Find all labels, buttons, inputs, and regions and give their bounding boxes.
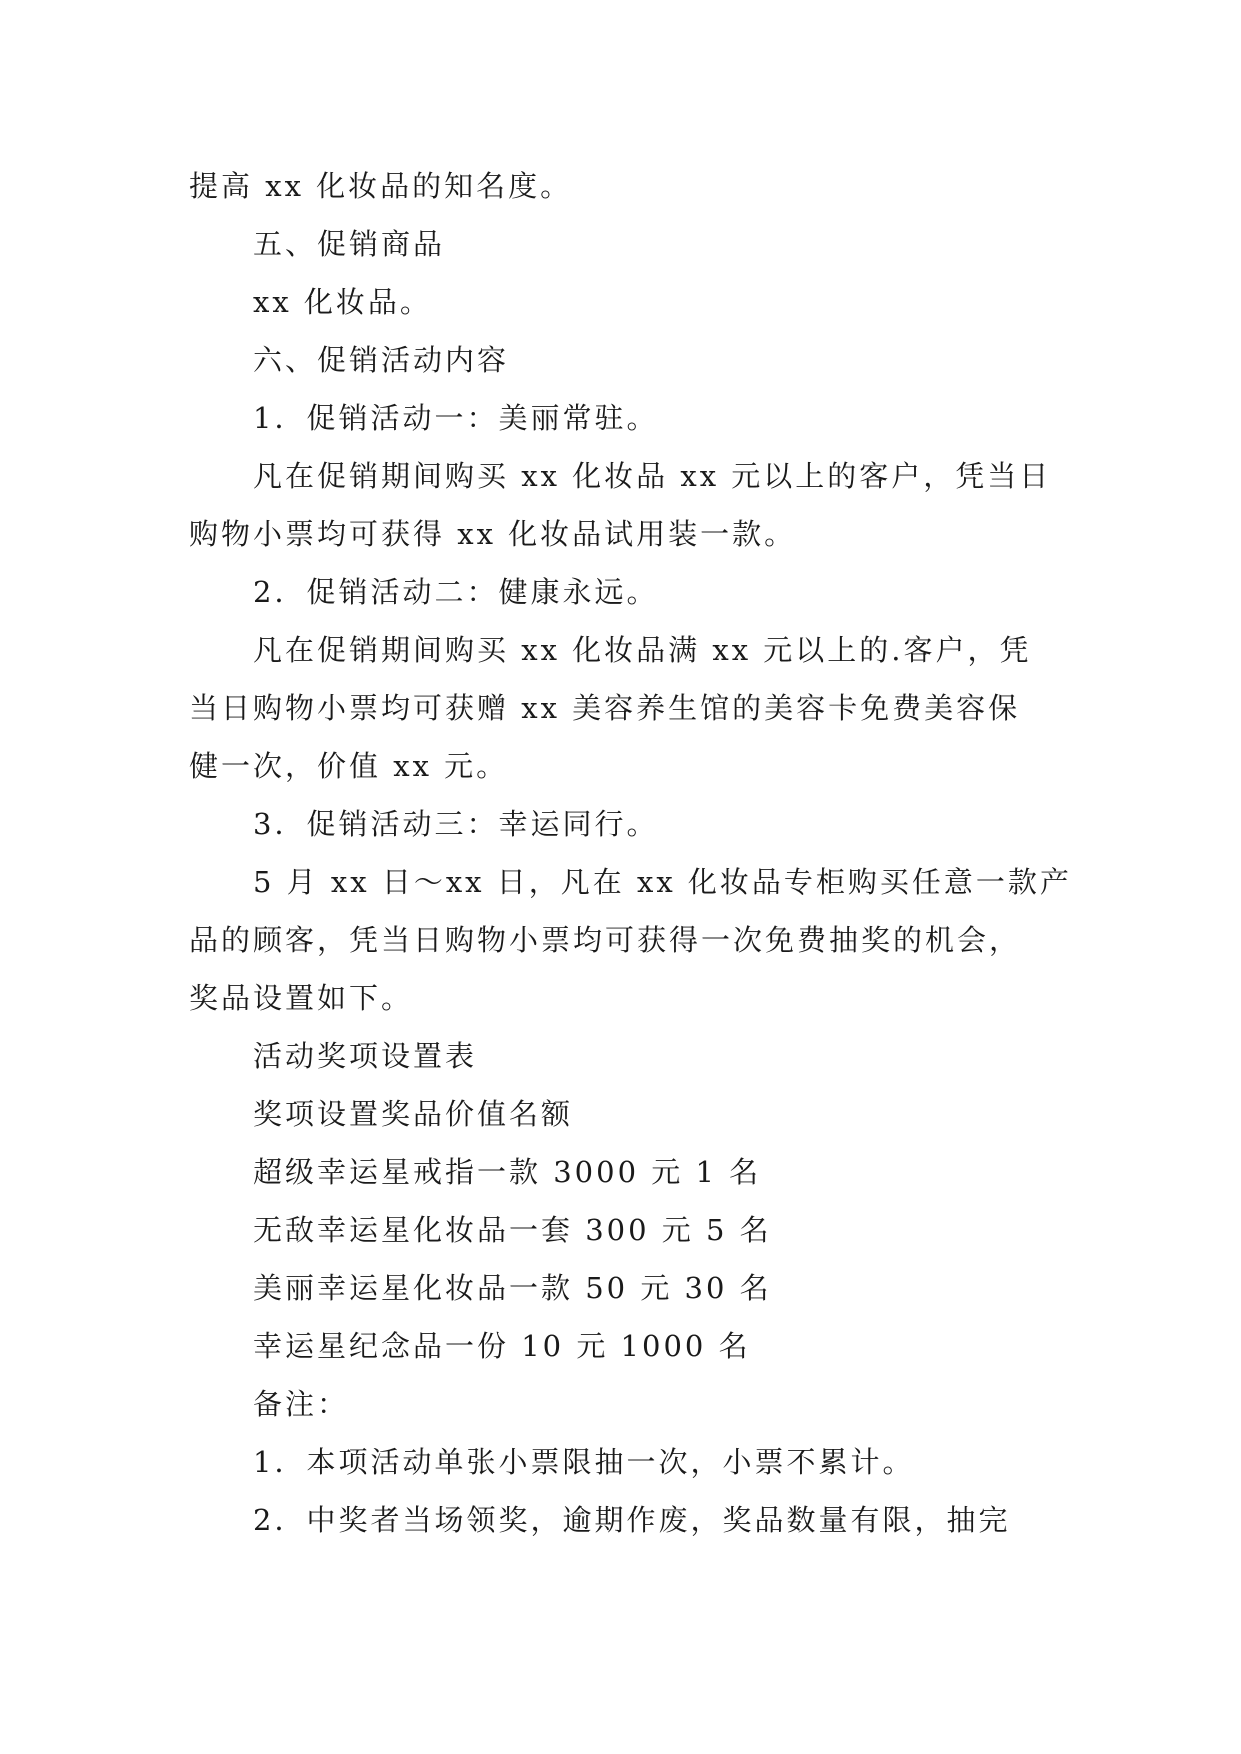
note-item: 1．本项活动单张小票限抽一次，小票不累计。 bbox=[253, 1445, 915, 1479]
table-row: 无敌幸运星化妆品一套 300 元 5 名 bbox=[253, 1213, 772, 1247]
activity-title: 3．促销活动三：幸运同行。 bbox=[253, 807, 659, 841]
table-title: 活动奖项设置表 bbox=[253, 1039, 478, 1073]
text-line: 奖品设置如下。 bbox=[189, 981, 414, 1015]
table-row: 幸运星纪念品一份 10 元 1000 名 bbox=[253, 1329, 751, 1363]
activity-title: 2．促销活动二：健康永远。 bbox=[253, 575, 659, 609]
note-item: 2．中奖者当场领奖，逾期作废，奖品数量有限，抽完 bbox=[253, 1503, 1011, 1537]
text-line: 当日购物小票均可获赠 xx 美容养生馆的美容卡免费美容保 bbox=[189, 691, 1021, 725]
text-line: 健一次，价值 xx 元。 bbox=[189, 749, 509, 783]
section-heading: 六、促销活动内容 bbox=[253, 343, 510, 377]
section-heading: 五、促销商品 bbox=[253, 227, 446, 261]
text-line: 凡在促销期间购买 xx 化妆品满 xx 元以上的.客户，凭 bbox=[253, 633, 1032, 667]
text-line: 凡在促销期间购买 xx 化妆品 xx 元以上的客户，凭当日 bbox=[253, 459, 1052, 493]
table-row: 美丽幸运星化妆品一款 50 元 30 名 bbox=[253, 1271, 772, 1305]
text-line: 购物小票均可获得 xx 化妆品试用装一款。 bbox=[189, 517, 797, 551]
text-line: 品的顾客，凭当日购物小票均可获得一次免费抽奖的机会， bbox=[189, 923, 1022, 957]
notes-heading: 备注： bbox=[253, 1387, 350, 1421]
table-header: 奖项设置奖品价值名额 bbox=[253, 1097, 574, 1131]
text-line: 5 月 xx 日～xx 日，凡在 xx 化妆品专柜购买任意一款产 bbox=[253, 865, 1072, 899]
text-line: xx 化妆品。 bbox=[253, 285, 432, 319]
text-line: 提高 xx 化妆品的知名度。 bbox=[189, 169, 573, 203]
table-row: 超级幸运星戒指一款 3000 元 1 名 bbox=[253, 1155, 762, 1189]
activity-title: 1．促销活动一：美丽常驻。 bbox=[253, 401, 659, 435]
